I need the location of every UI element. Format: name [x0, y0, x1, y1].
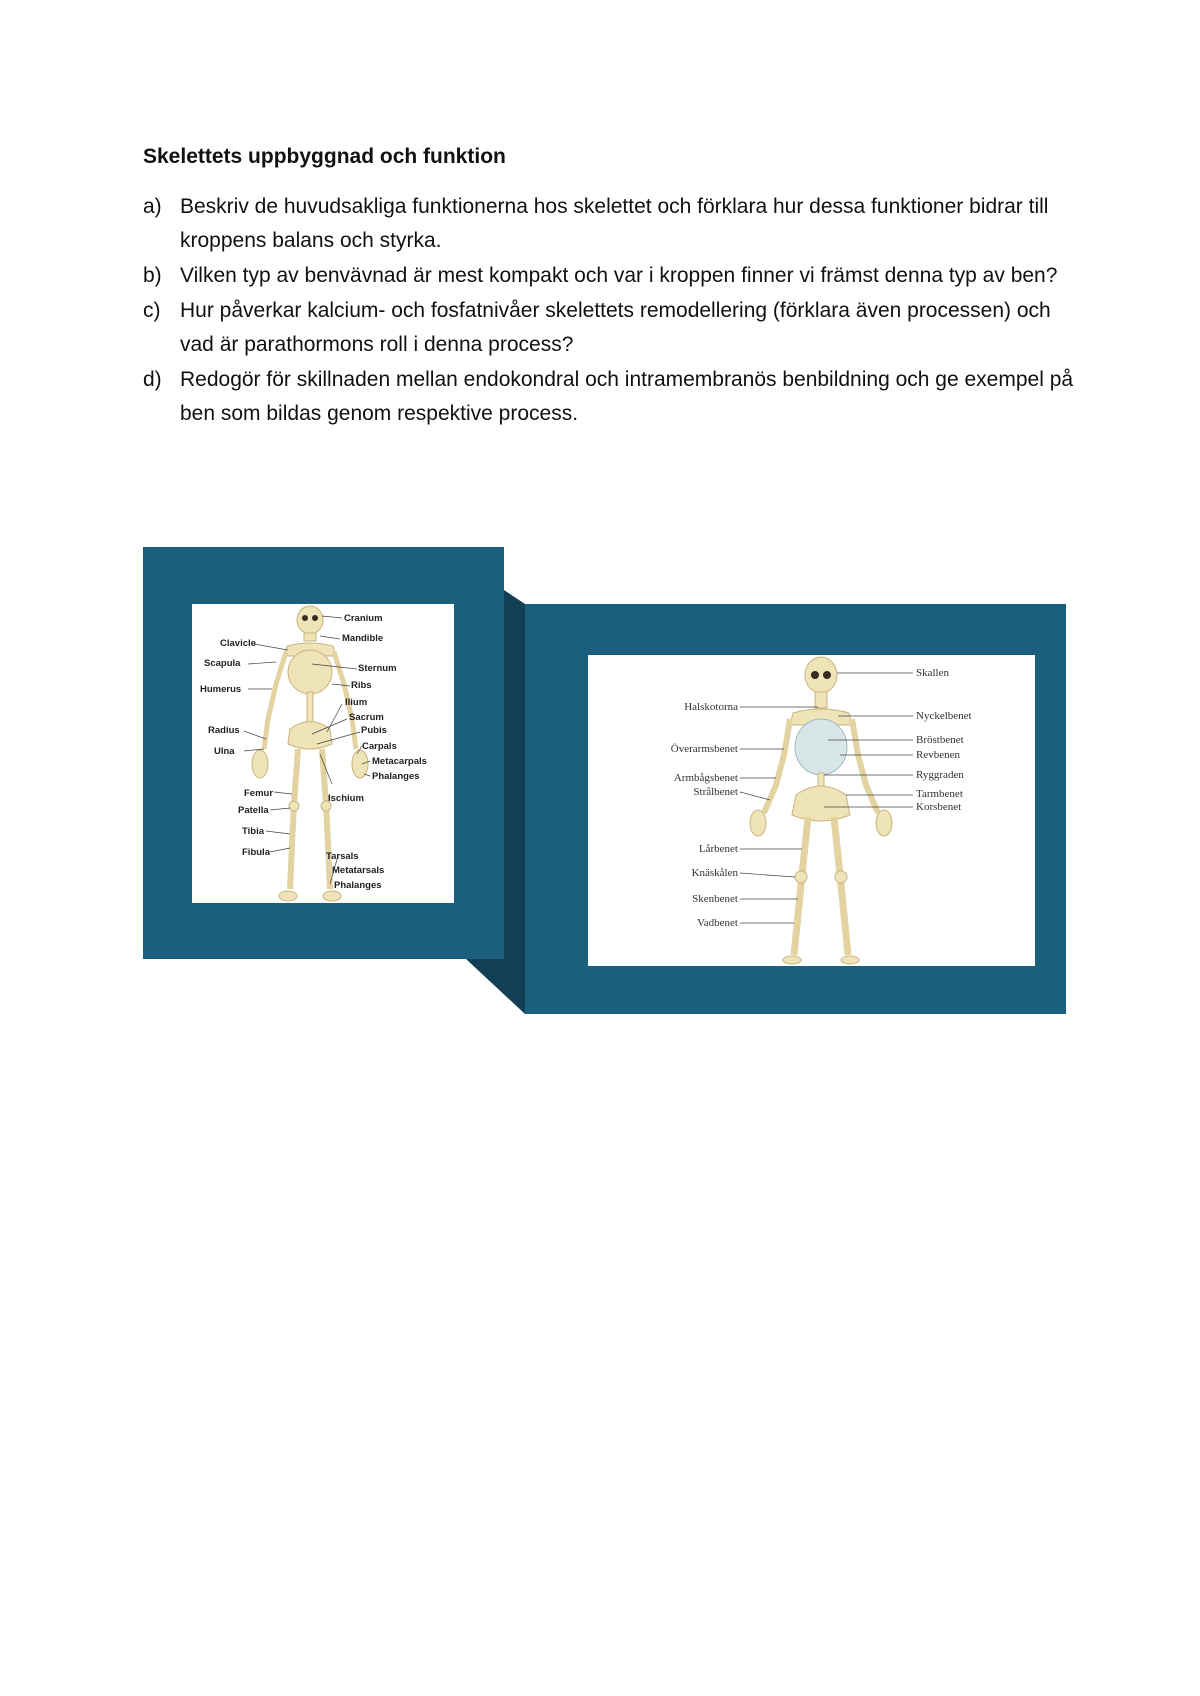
label-ryggraden: Ryggraden	[916, 769, 964, 781]
label-patella: Patella	[238, 805, 269, 816]
question-text: Vilken typ av benvävnad är mest kompakt och var i kroppen finner vi främst denna typ av ben?	[180, 264, 1058, 287]
skeleton-english-svg	[192, 604, 454, 903]
label-revbenen: Revbenen	[916, 749, 960, 761]
question-text: Beskriv de huvudsakliga funktionerna hos skelettet och förklara hur dessa funktioner bidrar till kroppens balans och styrka.	[180, 195, 1049, 252]
label-carpals: Carpals	[362, 741, 397, 752]
label-skallen: Skallen	[916, 667, 949, 679]
label-overarmsbenet: Överarmsbenet	[670, 743, 738, 755]
label-femur: Femur	[244, 788, 274, 799]
label-sternum: Sternum	[358, 663, 397, 674]
page-title: Skelettets uppbyggnad och funktion	[143, 145, 506, 168]
label-knaskalen: Knäskålen	[691, 867, 738, 879]
label-metatarsals: Metatarsals	[332, 865, 385, 876]
label-halskotorna: Halskotorna	[684, 701, 738, 713]
question-letter: b)	[143, 264, 162, 287]
label-phalanges-foot: Phalanges	[334, 880, 382, 891]
label-radius: Radius	[208, 725, 240, 736]
label-fibula: Fibula	[242, 847, 270, 858]
skeleton-swedish-svg	[588, 655, 1035, 966]
label-ilium: Ilium	[345, 697, 368, 708]
label-skenbenet: Skenbenet	[692, 893, 738, 905]
question-letter: d)	[143, 368, 162, 391]
question-text: Hur påverkar kalcium- och fosfatnivåer skelettets remodellering (förklara även processen) och vad är parathormons roll i denna process?	[180, 299, 1051, 356]
label-korsbenet: Korsbenet	[916, 801, 962, 813]
label-brostbenet: Bröstbenet	[916, 734, 964, 746]
question-letter: c)	[143, 299, 161, 322]
skeleton-figure-english	[192, 604, 454, 903]
label-scapula: Scapula	[204, 658, 241, 669]
skeleton-figure-swedish	[588, 655, 1035, 966]
label-nyckelbenet: Nyckelbenet	[916, 710, 972, 722]
label-vadbenet: Vadbenet	[697, 917, 738, 929]
label-ulna: Ulna	[214, 746, 235, 757]
label-mandible: Mandible	[342, 633, 384, 644]
label-metacarpals: Metacarpals	[372, 756, 427, 767]
question-text: Redogör för skillnaden mellan endokondral och intramembranös benbildning och ge exempel på ben som bildas genom respektive process.	[180, 368, 1074, 425]
label-tibia: Tibia	[242, 826, 264, 837]
label-cranium: Cranium	[344, 613, 383, 624]
label-larbenet: Lårbenet	[698, 843, 738, 855]
label-humerus: Humerus	[200, 684, 242, 695]
label-tarsals: Tarsals	[326, 851, 359, 862]
question-letter: a)	[143, 195, 162, 218]
label-sacrum: Sacrum	[349, 712, 384, 723]
label-ribs: Ribs	[351, 680, 372, 691]
label-pubis: Pubis	[361, 725, 387, 736]
label-phalanges-hand: Phalanges	[372, 771, 420, 782]
label-armbagsbenet: Armbågsbenet	[673, 772, 738, 784]
label-clavicle: Clavicle	[220, 638, 256, 649]
label-tarmbenet: Tarmbenet	[916, 788, 963, 800]
label-ischium: Ischium	[328, 793, 364, 804]
skeleton-illustration	[750, 657, 892, 964]
label-stralbenet: Strålbenet	[693, 786, 738, 798]
